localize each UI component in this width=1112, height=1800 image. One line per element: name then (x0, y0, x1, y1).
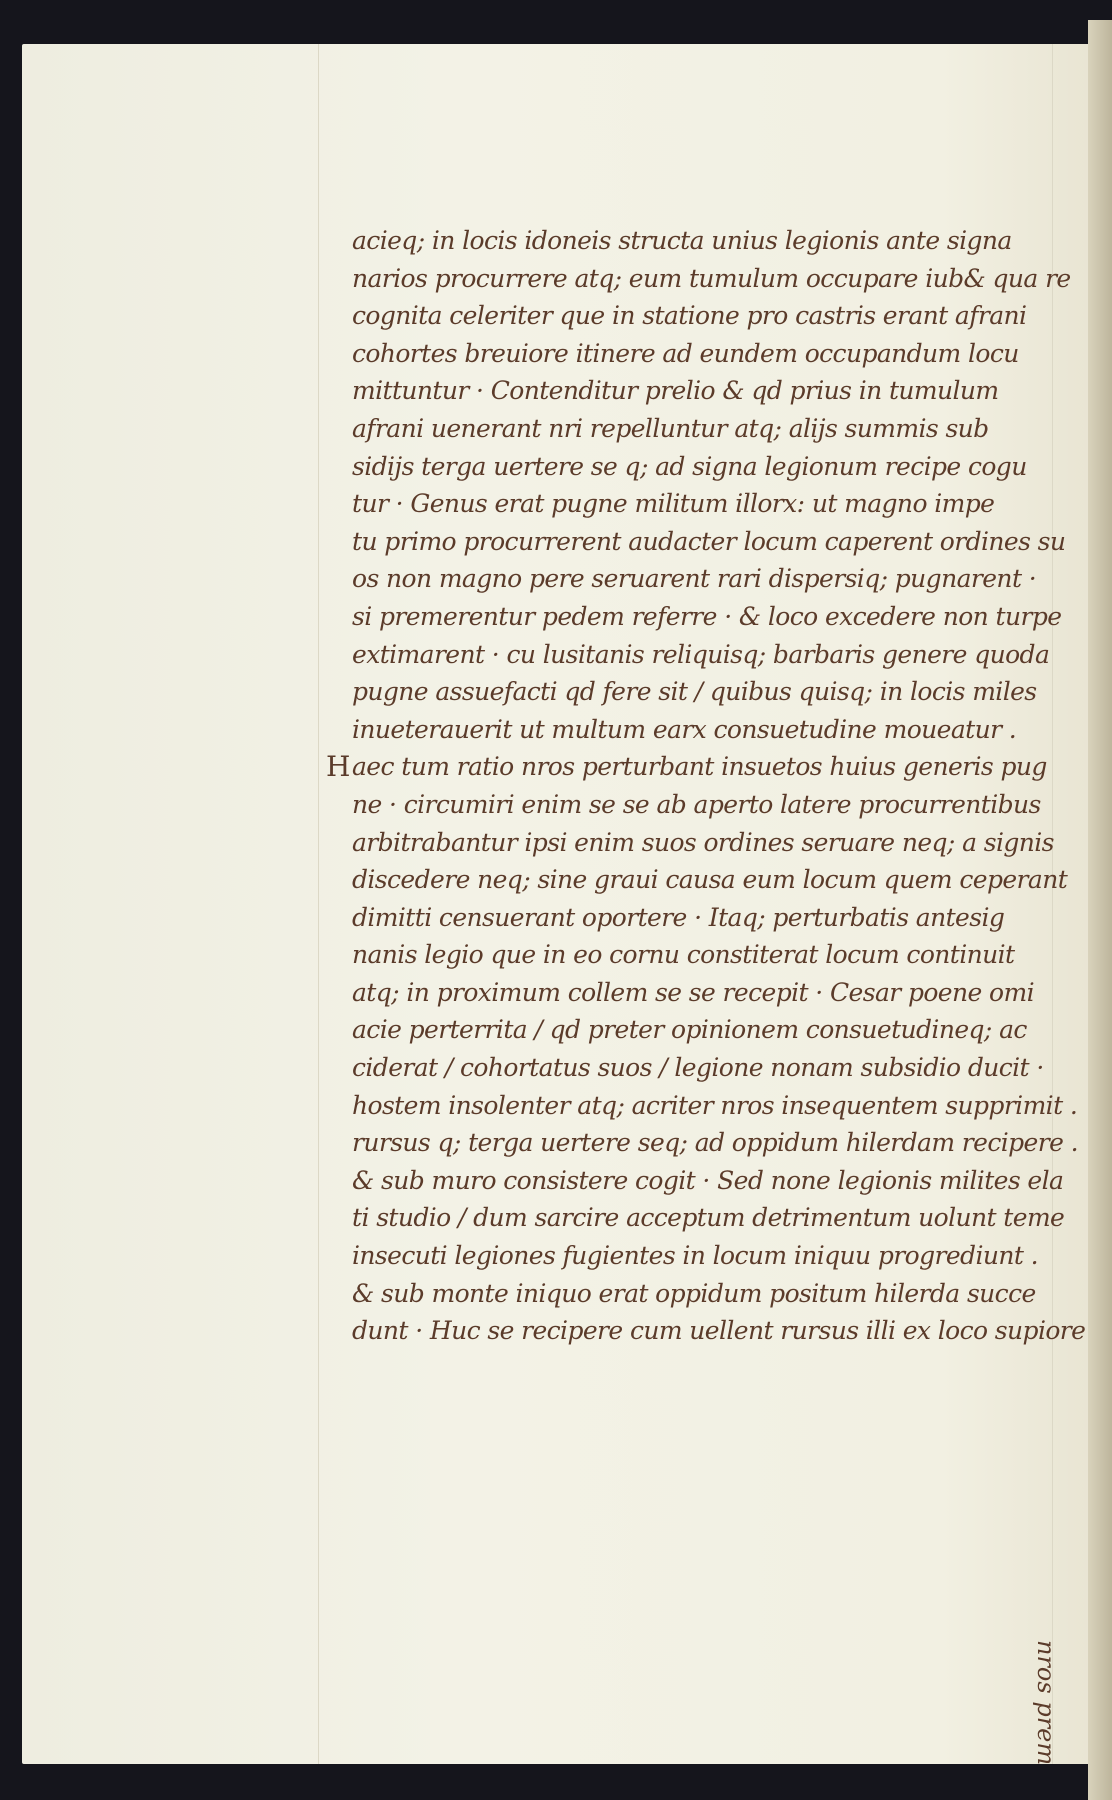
text-line: si premerentur pedem referre · & loco excedere non turpe (352, 601, 1062, 631)
text-line: narios procurrere atq; eum tumulum occupare iub& qua re (352, 263, 1071, 293)
text-line: pugne assuefacti qd fere sit / quibus quisq; in locis miles (352, 677, 1037, 707)
text-line: cohortes breuiore itinere ad eundem occupandum locu (352, 338, 1019, 368)
text-block (352, 222, 1086, 1350)
text-line: hostem insolenter atq; acriter nros insequentem supprimit . (352, 1090, 1078, 1120)
text-line: dimitti censuerant oportere · Itaq; perturbatis antesig (352, 902, 1005, 932)
text-line: afrani uenerant nri repelluntur atq; alijs summis sub (352, 413, 989, 443)
text-line: nanis legio que in eo cornu constiterat locum continuit (352, 940, 1015, 970)
text-line: & sub muro consistere cogit · Sed none legionis milites ela (352, 1165, 1064, 1195)
initial-letter: H (326, 750, 351, 783)
text-line: sidijs terga uertere se q; ad signa legionum recipe cogu (352, 451, 1027, 481)
page-edge (1088, 20, 1112, 1800)
text-line: ti studio / dum sarcire acceptum detrimentum uolunt teme (352, 1203, 1065, 1233)
text-line: acie perterrita / qd preter opinionem consuetudineq; ac (352, 1015, 1027, 1045)
text-line: inueterauerit ut multum earx consuetudine moueatur . (352, 714, 1017, 744)
text-line: atq; in proximum collem se se recepit · Cesar poene omi (352, 977, 1034, 1007)
text-line: dunt · Huc se recipere cum uellent rursus illi ex loco supiore (352, 1316, 1086, 1346)
catchword: nros prem (1032, 1640, 1060, 1766)
text-line: ciderat / cohortatus suos / legione nonam subsidio ducit · (352, 1053, 1044, 1083)
text-line: discedere neq; sine graui causa eum locum quem ceperant (352, 865, 1068, 895)
text-line: acieq; in locis idoneis structa unius legionis ante signa (352, 226, 1012, 255)
ruling-line (318, 44, 319, 1764)
text-line: os non magno pere seruarent rari dispersiq; pugnarent · (352, 564, 1037, 594)
text-line: extimarent · cu lusitanis reliquisq; barbaris genere quoda (352, 639, 1050, 669)
text-line: rursus q; terga uertere seq; ad oppidum hilerdam recipere . (352, 1128, 1078, 1158)
text-line: insecuti legiones fugientes in locum iniquu progrediunt . (352, 1241, 1038, 1271)
text-line: mittuntur · Contenditur prelio & qd prius in tumulum (352, 376, 999, 406)
text-line: tur · Genus erat pugne militum illorx: ut magno impe (352, 489, 995, 519)
text-line: aec tum ratio nros perturbant insuetos huius generis pug (352, 752, 1047, 782)
text-line: arbitrabantur ipsi enim suos ordines seruare neq; a signis (352, 827, 1054, 857)
text-line: ne · circumiri enim se se ab aperto latere procurrentibus (352, 789, 1041, 819)
text-line: cognita celeriter que in statione pro castris erant afrani (352, 301, 1027, 331)
text-line: tu primo procurrerent audacter locum caperent ordines su (352, 526, 1066, 556)
text-line: & sub monte iniquo erat oppidum positum hilerda succe (352, 1278, 1036, 1308)
